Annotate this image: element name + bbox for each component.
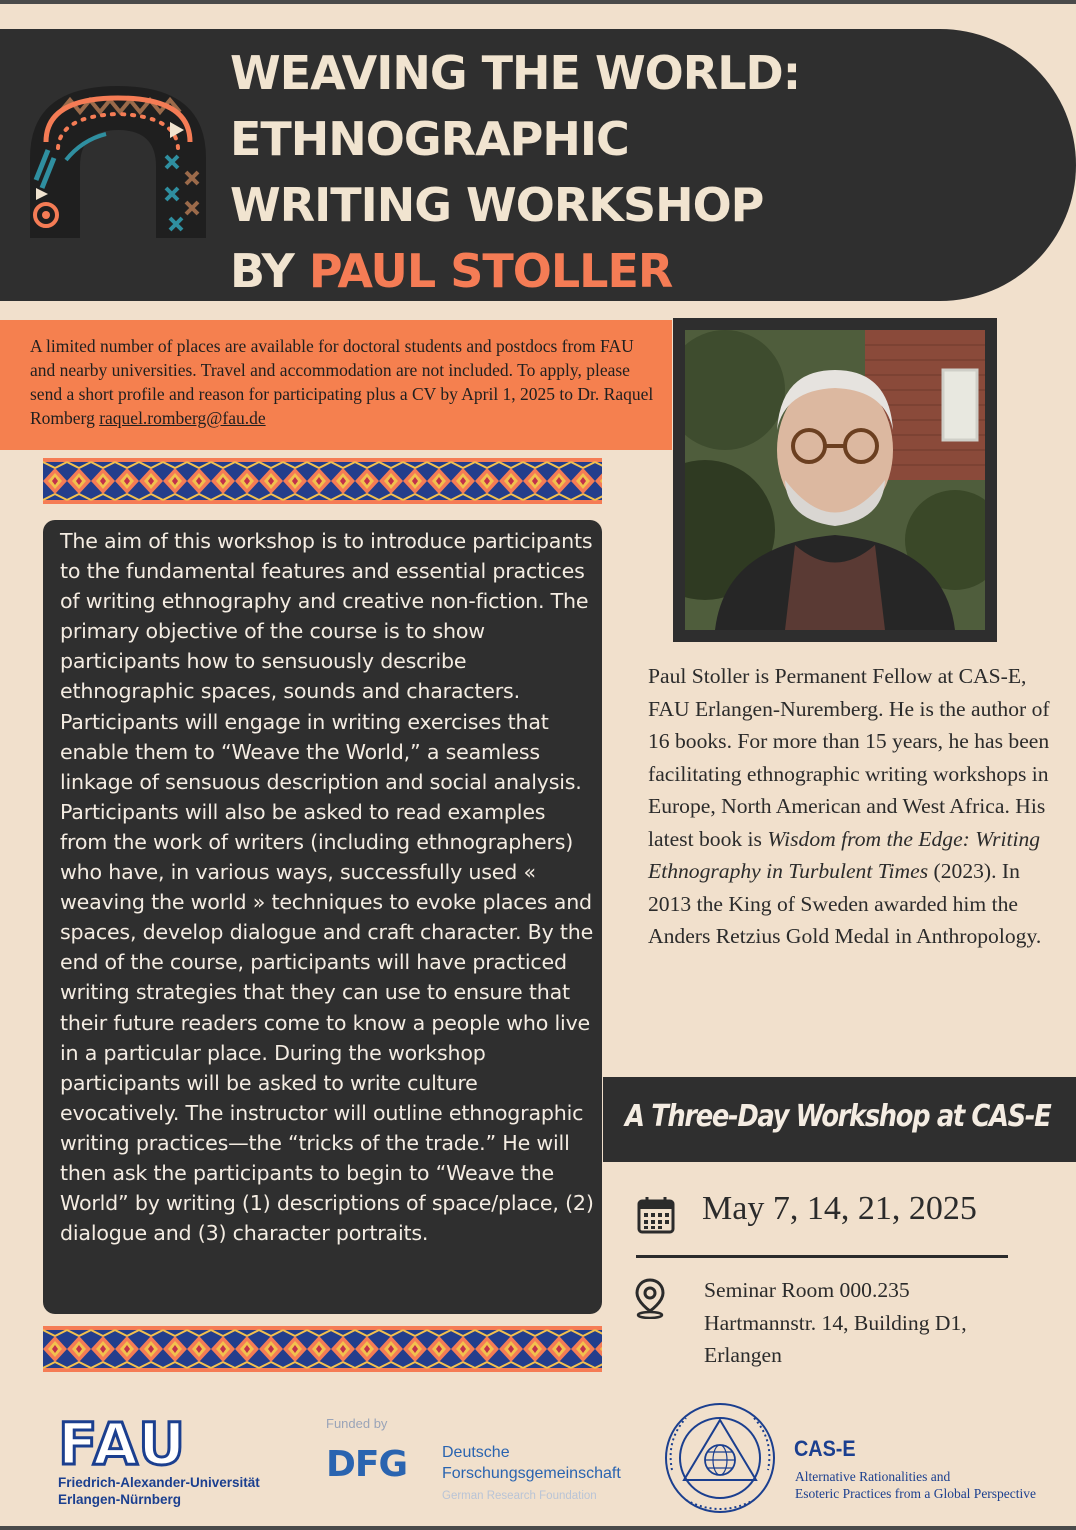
contact-email-link[interactable]: raquel.romberg@fau.de: [99, 408, 266, 428]
cas-name-line-2: Esoteric Practices from a Global Perspective: [795, 1486, 1037, 1501]
cas-e-wordmark: CAS-E: [794, 1436, 856, 1461]
cas-e-full-name: [795, 1468, 1036, 1502]
location-pin-icon: [633, 1277, 667, 1319]
title-line-3: WRITING WORKSHOP: [230, 178, 764, 232]
speaker-bio: [648, 660, 1058, 953]
dfg-full-name: [442, 1442, 642, 1484]
workshop-title: [230, 40, 800, 304]
venue-room: Seminar Room 000.235: [704, 1278, 910, 1302]
event-divider: [636, 1255, 1008, 1258]
cas-name-line-1: Alternative Rationalities and: [795, 1469, 951, 1484]
application-notice-text: [30, 334, 662, 430]
calendar-icon: [637, 1196, 675, 1234]
application-notice: [0, 320, 672, 450]
funded-by-label: Funded by: [326, 1416, 388, 1431]
dfg-logo: [326, 1416, 621, 1502]
workshop-format-banner: [603, 1077, 1076, 1162]
woven-pattern-band-top: [43, 458, 602, 504]
top-rule: [0, 0, 1076, 4]
workshop-venue: [704, 1274, 967, 1372]
notice-text: A limited number of places are available for doctoral students and postdocs from FAU and nearby universities. Travel and accommodation are not included. To apply, please send a short profile and reason for participating plus a CV by April 1, 2025 to Dr. Raquel Romberg: [30, 336, 654, 428]
title-instructor-name: PAUL STOLLER: [308, 244, 673, 298]
venue-city: Erlangen: [704, 1343, 782, 1367]
woven-pattern-band-bottom: [43, 1326, 602, 1372]
workshop-description-panel: [43, 520, 602, 1314]
dfg-wordmark: DFG: [326, 1444, 408, 1485]
venue-street: Hartmannstr. 14, Building D1,: [704, 1310, 967, 1335]
fau-name-line-1: Friedrich-Alexander-Universität: [58, 1475, 260, 1490]
cas-e-seal-logo: [662, 1400, 778, 1516]
dfg-english-name: German Research Foundation: [442, 1490, 597, 1502]
title-line-2: ETHNOGRAPHIC: [230, 112, 629, 166]
speaker-photo-frame: [673, 318, 997, 642]
title-line-1: WEAVING THE WORLD:: [230, 46, 801, 100]
fau-wordmark: FAU: [58, 1410, 188, 1478]
workshop-description: The aim of this workshop is to introduce participants to the fundamental features and essential practices of writing ethnography and creative non-fiction. The primary objective of the course is to show participants how to sensuously describe ethnographic spaces, sounds and characters. Participants will engage in writing exercises that enable them to “Weave the World,” a seamless linkage of sensuous description and social analysis. Participants will also be asked to read examples from the work of writers (including ethnographers) who have, in various ways, successfully used « weaving the world » techniques to evoke places and spaces, develop dialogue and craft character. By the end of the course, participants will have practiced writing strategies that they can use to ensure that their future readers come to know a people who live in a particular place. During the workshop participants will be asked to write culture evocatively. The instructor will outline ethnographic writing practices—the “tricks of the trade.” He will then ask the participants to begin to “Weave the World” by writing (1) descriptions of space/place, (2) dialogue and (3) character portraits.: [60, 529, 594, 1246]
fau-logo: [58, 1410, 260, 1508]
speaker-portrait-image: [685, 330, 985, 630]
dfg-name-line-1: Deutsche: [442, 1444, 510, 1461]
bio-text-intro: Paul Stoller is Permanent Fellow at CAS-E, FAU Erlangen-Nuremberg. He is the author of 16 books. For more than 15 years, he has been facilitating ethnographic writing workshops in Europe, North American and West Africa. His latest book is: [648, 664, 1050, 851]
workshop-format-label: A Three-Day Workshop at CAS-E: [625, 1099, 1051, 1134]
tribal-arch-illustration: [30, 80, 210, 245]
dfg-name-line-2: Forschungsgemeinschaft: [442, 1465, 621, 1482]
latest-book-title: Wisdom from the Edge: Writing Ethnography in Turbulent Times: [648, 826, 1041, 883]
title-by: BY: [230, 244, 294, 298]
fau-name-line-2: Erlangen-Nürnberg: [58, 1492, 182, 1507]
bio-text-awards: (2023). In 2013 the King of Sweden awarded him the Anders Retzius Gold Medal in Anthropology.: [648, 859, 1042, 948]
workshop-dates: May 7, 14, 21, 2025: [702, 1190, 977, 1227]
bottom-rule: [0, 1526, 1076, 1530]
